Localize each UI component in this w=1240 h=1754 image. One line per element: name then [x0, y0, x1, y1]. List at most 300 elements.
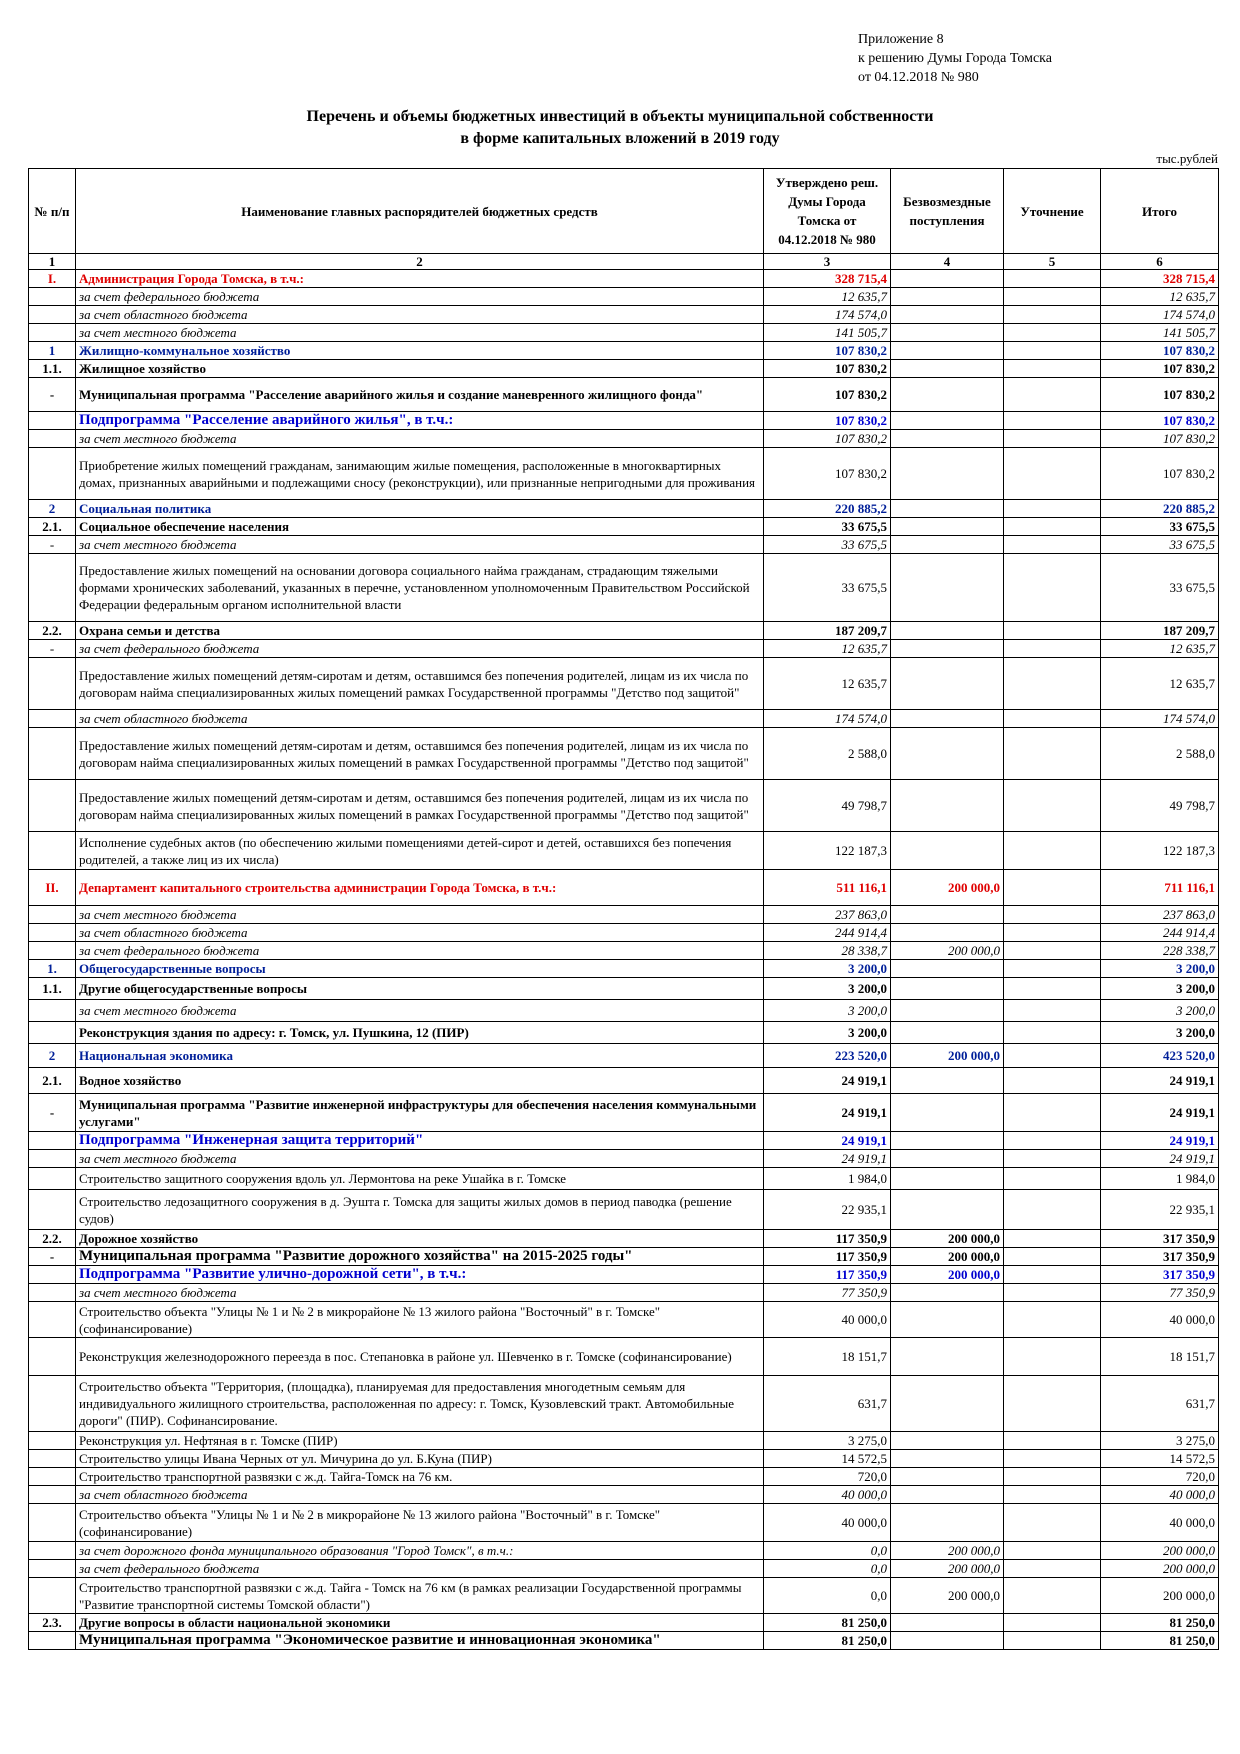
table-row: [29, 324, 1219, 342]
row-approved: 107 830,2: [764, 412, 891, 430]
row-name: Строительство объекта "Улицы № 1 и № 2 в микрорайоне № 13 жилого района "Восточный" в г. Томске" (софинансирование): [76, 1504, 764, 1542]
row-total: 33 675,5: [1101, 554, 1219, 622]
row-clarification: [1004, 622, 1101, 640]
row-gratuitous: [891, 412, 1004, 430]
table-row: [29, 270, 1219, 288]
row-clarification: [1004, 942, 1101, 960]
row-total: 33 675,5: [1101, 536, 1219, 554]
row-total: 317 350,9: [1101, 1248, 1219, 1266]
row-gratuitous: [891, 270, 1004, 288]
row-name: за счет федерального бюджета: [76, 288, 764, 306]
column-numbers-row: [29, 254, 1219, 270]
row-name: за счет областного бюджета: [76, 710, 764, 728]
row-number: 1.1.: [29, 978, 76, 1000]
table-row: [29, 1338, 1219, 1376]
investment-table: [28, 168, 1219, 1650]
row-gratuitous: [891, 906, 1004, 924]
table-row: [29, 1266, 1219, 1284]
table-row: [29, 870, 1219, 906]
row-total: 187 209,7: [1101, 622, 1219, 640]
row-clarification: [1004, 1486, 1101, 1504]
row-approved: 107 830,2: [764, 342, 891, 360]
table-row: [29, 780, 1219, 832]
row-number: 1: [29, 342, 76, 360]
row-name: Муниципальная программа "Развитие инженерной инфраструктуры для обеспечения населения коммунальными услугами": [76, 1094, 764, 1132]
row-number: [29, 1000, 76, 1022]
row-approved: 3 275,0: [764, 1432, 891, 1450]
row-approved: 28 338,7: [764, 942, 891, 960]
row-name: за счет федерального бюджета: [76, 942, 764, 960]
row-number: [29, 1266, 76, 1284]
row-gratuitous: 200 000,0: [891, 942, 1004, 960]
row-approved: 3 200,0: [764, 1022, 891, 1044]
row-gratuitous: 200 000,0: [891, 870, 1004, 906]
row-name: Жилищное хозяйство: [76, 360, 764, 378]
row-number: [29, 306, 76, 324]
row-gratuitous: [891, 536, 1004, 554]
row-name: за счет дорожного фонда муниципального образования "Город Томск", в т.ч.:: [76, 1542, 764, 1560]
row-number: [29, 1542, 76, 1560]
row-number: [29, 554, 76, 622]
row-number: [29, 1302, 76, 1338]
row-name: Реконструкция ул. Нефтяная в г. Томске (ПИР): [76, 1432, 764, 1450]
row-name: за счет федерального бюджета: [76, 640, 764, 658]
table-row: [29, 640, 1219, 658]
row-number: 1.: [29, 960, 76, 978]
row-number: [29, 412, 76, 430]
row-approved: 12 635,7: [764, 658, 891, 710]
row-approved: 141 505,7: [764, 324, 891, 342]
table-row: [29, 1022, 1219, 1044]
table-row: [29, 536, 1219, 554]
table-row: [29, 1632, 1219, 1650]
row-total: 317 350,9: [1101, 1230, 1219, 1248]
row-total: 237 863,0: [1101, 906, 1219, 924]
row-clarification: [1004, 1000, 1101, 1022]
row-number: 2.2.: [29, 1230, 76, 1248]
row-approved: 40 000,0: [764, 1302, 891, 1338]
row-clarification: [1004, 1068, 1101, 1094]
row-total: 174 574,0: [1101, 306, 1219, 324]
title-line-2: в форме капитальных вложений в 2019 году: [460, 130, 780, 147]
table-row: [29, 1504, 1219, 1542]
table-row: [29, 906, 1219, 924]
row-gratuitous: [891, 1132, 1004, 1150]
row-clarification: [1004, 780, 1101, 832]
row-number: [29, 710, 76, 728]
row-clarification: [1004, 342, 1101, 360]
row-approved: 3 200,0: [764, 1000, 891, 1022]
row-clarification: [1004, 906, 1101, 924]
document-title: [0, 106, 1240, 150]
row-approved: 24 919,1: [764, 1094, 891, 1132]
row-total: 81 250,0: [1101, 1614, 1219, 1632]
row-approved: 24 919,1: [764, 1132, 891, 1150]
row-approved: 0,0: [764, 1578, 891, 1614]
row-name: Приобретение жилых помещений гражданам, занимающим жилые помещения, расположенные в многоквартирных домах, признанных аварийными и подлежащими сносу (реконструкции), или признанные непригодными для проживания: [76, 448, 764, 500]
column-number: 2: [76, 254, 764, 270]
row-total: 328 715,4: [1101, 270, 1219, 288]
table-row: [29, 978, 1219, 1000]
row-name: Департамент капитального строительства администрации Города Томска, в т.ч.:: [76, 870, 764, 906]
column-number: 3: [764, 254, 891, 270]
row-name: Строительство улицы Ивана Черных от ул. Мичурина до ул. Б.Куна (ПИР): [76, 1450, 764, 1468]
annex-line-1: Приложение 8: [858, 32, 944, 47]
row-approved: 244 914,4: [764, 924, 891, 942]
table-row: [29, 288, 1219, 306]
table-row: [29, 554, 1219, 622]
row-approved: 511 116,1: [764, 870, 891, 906]
row-gratuitous: [891, 324, 1004, 342]
row-number: 1.1.: [29, 360, 76, 378]
row-number: -: [29, 640, 76, 658]
row-name: за счет местного бюджета: [76, 1150, 764, 1168]
row-number: [29, 430, 76, 448]
row-clarification: [1004, 1504, 1101, 1542]
row-total: 81 250,0: [1101, 1632, 1219, 1650]
row-total: 107 830,2: [1101, 342, 1219, 360]
row-gratuitous: 200 000,0: [891, 1266, 1004, 1284]
row-name: Охрана семьи и детства: [76, 622, 764, 640]
row-clarification: [1004, 1132, 1101, 1150]
row-approved: 14 572,5: [764, 1450, 891, 1468]
row-approved: 117 350,9: [764, 1248, 891, 1266]
row-gratuitous: [891, 554, 1004, 622]
row-approved: 117 350,9: [764, 1266, 891, 1284]
row-gratuitous: [891, 288, 1004, 306]
row-approved: 187 209,7: [764, 622, 891, 640]
row-name: Подпрограмма "Расселение аварийного жилья", в т.ч.:: [76, 412, 764, 430]
row-number: [29, 1338, 76, 1376]
row-clarification: [1004, 1266, 1101, 1284]
row-total: 711 116,1: [1101, 870, 1219, 906]
row-clarification: [1004, 640, 1101, 658]
row-gratuitous: [891, 430, 1004, 448]
row-number: [29, 1168, 76, 1190]
row-name: Подпрограмма "Развитие улично-дорожной сети", в т.ч.:: [76, 1266, 764, 1284]
row-number: [29, 288, 76, 306]
row-clarification: [1004, 430, 1101, 448]
row-total: 14 572,5: [1101, 1450, 1219, 1468]
row-gratuitous: [891, 448, 1004, 500]
table-row: [29, 658, 1219, 710]
table-row: [29, 430, 1219, 448]
row-total: 200 000,0: [1101, 1542, 1219, 1560]
row-name: Строительство объекта "Территория, (площадка), планируемая для предоставления многодетным семьям для индивидуального жилищного строительства, расположенная по адресу: г. Томск, Кузовлевский тракт. Автомобильные дороги" (ПИР). Софинансирование.: [76, 1376, 764, 1432]
table-row: [29, 360, 1219, 378]
row-number: 2.1.: [29, 1068, 76, 1094]
row-clarification: [1004, 870, 1101, 906]
row-approved: 24 919,1: [764, 1068, 891, 1094]
row-name: за счет областного бюджета: [76, 924, 764, 942]
row-name: Предоставление жилых помещений детям-сиротам и детям, оставшимся без попечения родителей, лицам из их числа по договорам найма специализированных жилых помещений в рамках Государственной программы "Детство под защитой": [76, 780, 764, 832]
row-name: Строительство транспортной развязки с ж.д. Тайга-Томск на 76 км.: [76, 1468, 764, 1486]
row-approved: 328 715,4: [764, 270, 891, 288]
row-name: Исполнение судебных актов (по обеспечению жилыми помещениями детей-сирот и детей, оставшихся без попечения родителей, а также лиц из их числа): [76, 832, 764, 870]
row-total: 317 350,9: [1101, 1266, 1219, 1284]
row-name: Строительство транспортной развязки с ж.д. Тайга - Томск на 76 км (в рамках реализации Государственной программы "Развитие транспортной системы Томской области"): [76, 1578, 764, 1614]
row-clarification: [1004, 832, 1101, 870]
row-approved: 12 635,7: [764, 640, 891, 658]
row-name: Другие общегосударственные вопросы: [76, 978, 764, 1000]
table-row: [29, 1284, 1219, 1302]
units-label: тыс.рублей: [1156, 151, 1218, 166]
row-number: [29, 942, 76, 960]
row-total: 122 187,3: [1101, 832, 1219, 870]
row-clarification: [1004, 412, 1101, 430]
row-name: за счет областного бюджета: [76, 306, 764, 324]
row-gratuitous: [891, 1302, 1004, 1338]
row-gratuitous: [891, 1338, 1004, 1376]
row-gratuitous: [891, 1150, 1004, 1168]
header-name: Наименование главных распорядителей бюджетных средств: [76, 169, 764, 254]
row-name: Муниципальная программа "Расселение аварийного жилья и создание маневренного жилищного фонда": [76, 378, 764, 412]
row-approved: 107 830,2: [764, 378, 891, 412]
row-number: [29, 1150, 76, 1168]
row-total: 107 830,2: [1101, 448, 1219, 500]
row-total: 3 200,0: [1101, 1022, 1219, 1044]
column-number: 4: [891, 254, 1004, 270]
row-clarification: [1004, 1338, 1101, 1376]
row-clarification: [1004, 658, 1101, 710]
row-name: Социальное обеспечение населения: [76, 518, 764, 536]
row-gratuitous: [891, 1190, 1004, 1230]
row-total: 107 830,2: [1101, 412, 1219, 430]
row-clarification: [1004, 1284, 1101, 1302]
row-clarification: [1004, 1190, 1101, 1230]
row-clarification: [1004, 728, 1101, 780]
row-approved: 3 200,0: [764, 960, 891, 978]
row-gratuitous: [891, 1094, 1004, 1132]
row-gratuitous: 200 000,0: [891, 1578, 1004, 1614]
table-row: [29, 1450, 1219, 1468]
table-row: [29, 1094, 1219, 1132]
row-name: Предоставление жилых помещений детям-сиротам и детям, оставшимся без попечения родителей, лицам из их числа по договорам найма специализированных жилых помещений рамках Государственной программы "Детство под защитой": [76, 658, 764, 710]
row-total: 200 000,0: [1101, 1560, 1219, 1578]
row-name: Национальная экономика: [76, 1044, 764, 1068]
row-total: 40 000,0: [1101, 1302, 1219, 1338]
row-number: [29, 658, 76, 710]
row-number: [29, 1132, 76, 1150]
column-number: 1: [29, 254, 76, 270]
row-total: 1 984,0: [1101, 1168, 1219, 1190]
row-number: [29, 1432, 76, 1450]
row-number: II.: [29, 870, 76, 906]
row-total: 107 830,2: [1101, 378, 1219, 412]
title-line-1: Перечень и объемы бюджетных инвестиций в объекты муниципальной собственности: [306, 108, 934, 125]
row-name: Строительство объекта "Улицы № 1 и № 2 в микрорайоне № 13 жилого района "Восточный" в г. Томске" (софинансирование): [76, 1302, 764, 1338]
row-number: 2.3.: [29, 1614, 76, 1632]
header-gratuitous: Безвозмездные поступления: [891, 169, 1004, 254]
row-total: 107 830,2: [1101, 430, 1219, 448]
row-name: Реконструкция здания по адресу: г. Томск, ул. Пушкина, 12 (ПИР): [76, 1022, 764, 1044]
header-row: [29, 169, 1219, 254]
table-row: [29, 1044, 1219, 1068]
row-name: за счет местного бюджета: [76, 536, 764, 554]
row-clarification: [1004, 554, 1101, 622]
table-row: [29, 1542, 1219, 1560]
row-total: 3 275,0: [1101, 1432, 1219, 1450]
row-number: I.: [29, 270, 76, 288]
table-row: [29, 1248, 1219, 1266]
row-gratuitous: [891, 360, 1004, 378]
row-approved: 40 000,0: [764, 1504, 891, 1542]
row-name: за счет местного бюджета: [76, 430, 764, 448]
row-name: за счет местного бюджета: [76, 324, 764, 342]
row-number: [29, 1468, 76, 1486]
table-row: [29, 960, 1219, 978]
row-gratuitous: [891, 1468, 1004, 1486]
row-clarification: [1004, 1432, 1101, 1450]
row-approved: 0,0: [764, 1560, 891, 1578]
row-gratuitous: [891, 1376, 1004, 1432]
row-number: -: [29, 536, 76, 554]
row-clarification: [1004, 978, 1101, 1000]
row-clarification: [1004, 1376, 1101, 1432]
row-gratuitous: 200 000,0: [891, 1044, 1004, 1068]
row-total: 22 935,1: [1101, 1190, 1219, 1230]
row-clarification: [1004, 1450, 1101, 1468]
table-row: [29, 728, 1219, 780]
row-number: 2: [29, 500, 76, 518]
row-number: [29, 1486, 76, 1504]
table-body: [29, 270, 1219, 1650]
row-approved: 81 250,0: [764, 1614, 891, 1632]
row-total: 18 151,7: [1101, 1338, 1219, 1376]
row-gratuitous: [891, 1614, 1004, 1632]
header-clarification: Уточнение: [1004, 169, 1101, 254]
table-row: [29, 342, 1219, 360]
row-name: за счет местного бюджета: [76, 1000, 764, 1022]
row-number: [29, 924, 76, 942]
row-number: [29, 1450, 76, 1468]
row-approved: 107 830,2: [764, 360, 891, 378]
row-approved: 18 151,7: [764, 1338, 891, 1376]
row-clarification: [1004, 924, 1101, 942]
row-total: 720,0: [1101, 1468, 1219, 1486]
table-row: [29, 448, 1219, 500]
table-row: [29, 924, 1219, 942]
row-approved: 174 574,0: [764, 306, 891, 324]
row-clarification: [1004, 1022, 1101, 1044]
row-gratuitous: [891, 622, 1004, 640]
row-clarification: [1004, 448, 1101, 500]
row-total: 174 574,0: [1101, 710, 1219, 728]
row-number: [29, 1376, 76, 1432]
table-row: [29, 378, 1219, 412]
row-clarification: [1004, 324, 1101, 342]
table-row: [29, 1468, 1219, 1486]
row-total: 3 200,0: [1101, 960, 1219, 978]
row-approved: 33 675,5: [764, 536, 891, 554]
row-gratuitous: [891, 1632, 1004, 1650]
row-name: Строительство ледозащитного сооружения в д. Эушта г. Томска для защиты жилых домов в период паводка (решение судов): [76, 1190, 764, 1230]
row-clarification: [1004, 360, 1101, 378]
row-gratuitous: [891, 518, 1004, 536]
row-gratuitous: [891, 832, 1004, 870]
row-gratuitous: [891, 978, 1004, 1000]
row-total: 423 520,0: [1101, 1044, 1219, 1068]
annex-line-3: от 04.12.2018 № 980: [858, 70, 979, 85]
row-total: 220 885,2: [1101, 500, 1219, 518]
row-gratuitous: [891, 342, 1004, 360]
row-approved: 174 574,0: [764, 710, 891, 728]
row-clarification: [1004, 1044, 1101, 1068]
row-number: [29, 780, 76, 832]
column-number: 5: [1004, 254, 1101, 270]
row-gratuitous: [891, 960, 1004, 978]
row-clarification: [1004, 1230, 1101, 1248]
row-total: 24 919,1: [1101, 1094, 1219, 1132]
row-name: за счет федерального бюджета: [76, 1560, 764, 1578]
row-clarification: [1004, 1150, 1101, 1168]
header-num: № п/п: [29, 169, 76, 254]
row-clarification: [1004, 960, 1101, 978]
row-gratuitous: [891, 378, 1004, 412]
row-gratuitous: [891, 500, 1004, 518]
row-approved: 631,7: [764, 1376, 891, 1432]
table-row: [29, 500, 1219, 518]
table-row: [29, 518, 1219, 536]
row-number: [29, 832, 76, 870]
row-name: Дорожное хозяйство: [76, 1230, 764, 1248]
row-approved: 220 885,2: [764, 500, 891, 518]
row-approved: 40 000,0: [764, 1486, 891, 1504]
row-name: Другие вопросы в области национальной экономики: [76, 1614, 764, 1632]
row-gratuitous: [891, 306, 1004, 324]
row-gratuitous: 200 000,0: [891, 1230, 1004, 1248]
row-clarification: [1004, 710, 1101, 728]
row-approved: 22 935,1: [764, 1190, 891, 1230]
row-clarification: [1004, 536, 1101, 554]
row-approved: 2 588,0: [764, 728, 891, 780]
row-clarification: [1004, 288, 1101, 306]
row-gratuitous: [891, 710, 1004, 728]
row-total: 631,7: [1101, 1376, 1219, 1432]
table-row: [29, 1168, 1219, 1190]
row-approved: 49 798,7: [764, 780, 891, 832]
table-row: [29, 1486, 1219, 1504]
header-total: Итого: [1101, 169, 1219, 254]
row-clarification: [1004, 270, 1101, 288]
row-total: 40 000,0: [1101, 1504, 1219, 1542]
row-number: 2.2.: [29, 622, 76, 640]
row-gratuitous: 200 000,0: [891, 1542, 1004, 1560]
row-approved: 24 919,1: [764, 1150, 891, 1168]
row-number: [29, 1632, 76, 1650]
row-total: 2 588,0: [1101, 728, 1219, 780]
row-approved: 122 187,3: [764, 832, 891, 870]
table-row: [29, 1560, 1219, 1578]
table-row: [29, 1000, 1219, 1022]
row-gratuitous: [891, 1022, 1004, 1044]
row-name: Администрация Города Томска, в т.ч.:: [76, 270, 764, 288]
row-total: 24 919,1: [1101, 1150, 1219, 1168]
row-total: 77 350,9: [1101, 1284, 1219, 1302]
row-number: [29, 1560, 76, 1578]
row-clarification: [1004, 306, 1101, 324]
row-gratuitous: [891, 728, 1004, 780]
table-row: [29, 1190, 1219, 1230]
table-row: [29, 832, 1219, 870]
row-total: 141 505,7: [1101, 324, 1219, 342]
row-approved: 1 984,0: [764, 1168, 891, 1190]
row-name: Водное хозяйство: [76, 1068, 764, 1094]
row-total: 24 919,1: [1101, 1132, 1219, 1150]
row-total: 33 675,5: [1101, 518, 1219, 536]
row-approved: 107 830,2: [764, 430, 891, 448]
row-clarification: [1004, 1302, 1101, 1338]
